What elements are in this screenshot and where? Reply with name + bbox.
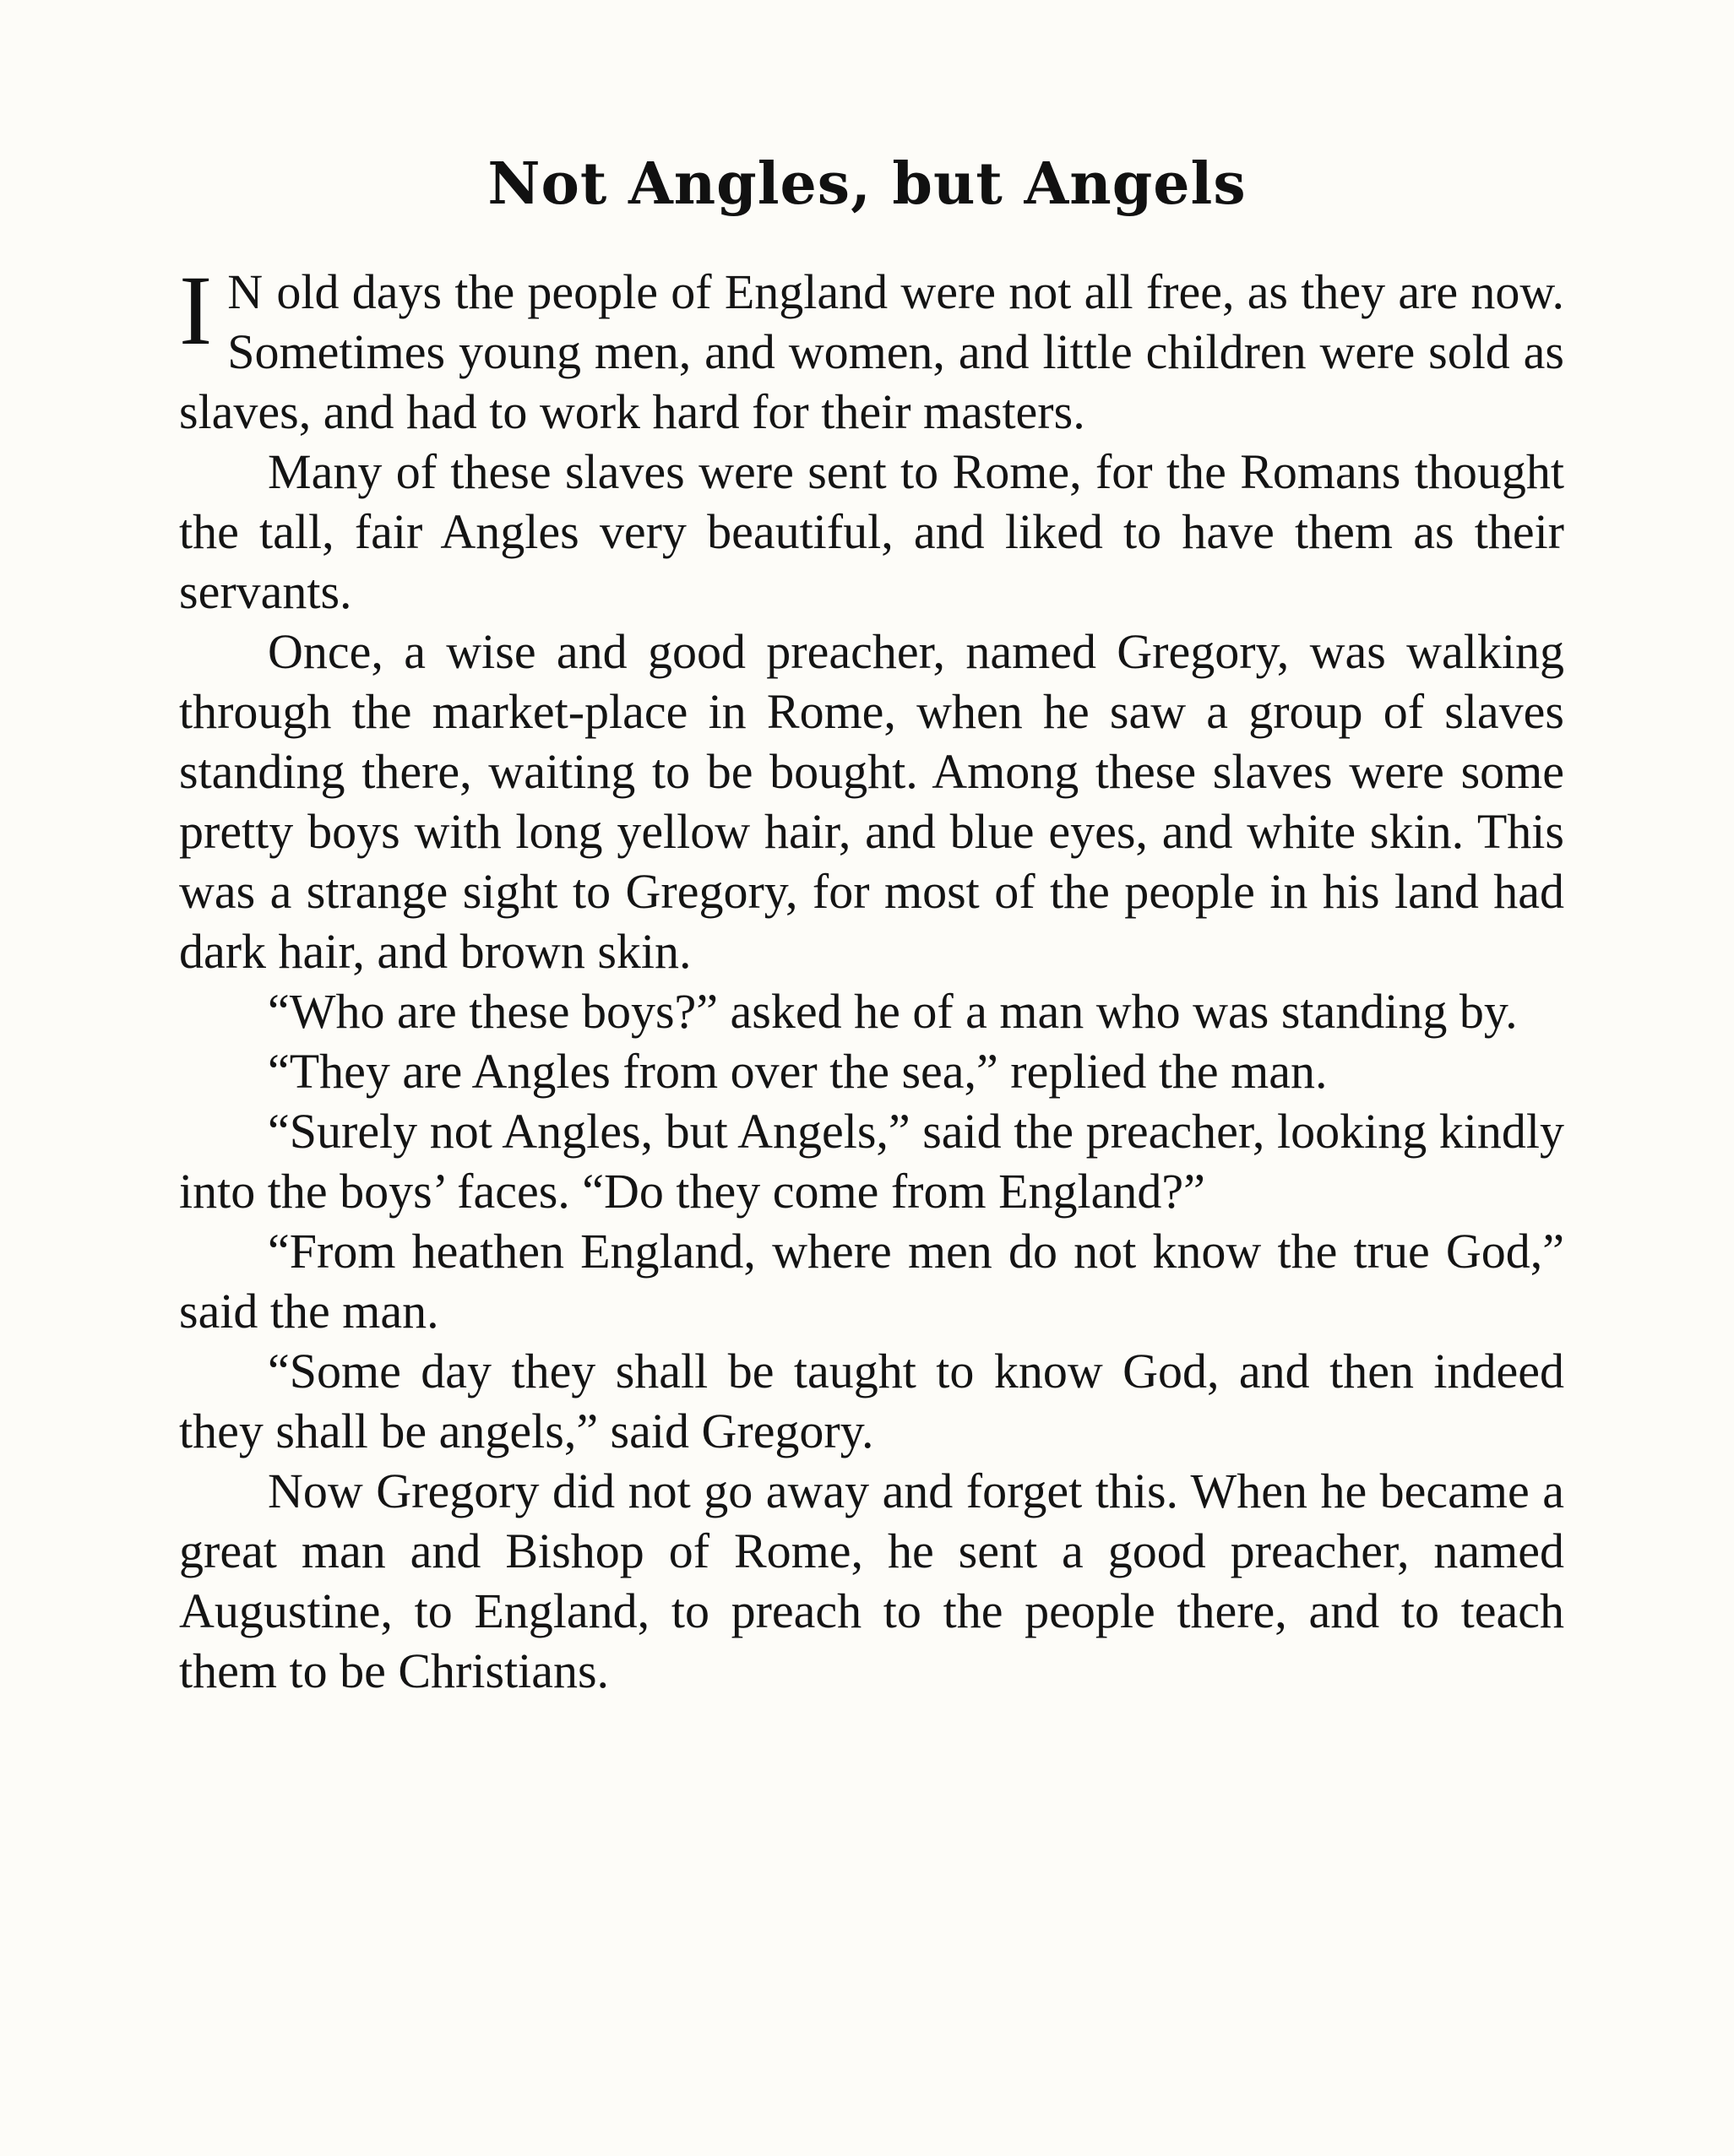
paragraph-2: Many of these slaves were sent to Rome, for the Romans thought the tall, fair Angles very beautiful, and liked to have them as their servants.: [179, 444, 1564, 619]
paragraph-8: “Some day they shall be taught to know God, and then indeed they shall be angels,” said Gregory.: [179, 1344, 1564, 1458]
page-title: Not Angles, but Angels: [487, 150, 1247, 218]
paragraph-text: old days the people of England were not all free, as they are now. Sometimes young men, and women, and little children were sold as slaves, and had to work hard for their masters.: [179, 264, 1564, 439]
paragraph-3: Once, a wise and good preacher, named Gregory, was walking through the market-place in Rome, when he saw a group of slaves standing there, waiting to be bought. Among these slaves were some pretty boys with long yellow hair, and blue eyes, and white skin. This was a strange sight to Gregory, for most of the people in his land had dark hair, and brown skin.: [179, 624, 1564, 979]
story-text: [179, 255, 1564, 1701]
paragraph-6: “Surely not Angles, but Angels,” said the preacher, looking kindly into the boys’ faces. “Do they come from England?”: [179, 1104, 1564, 1219]
paragraph-9: Now Gregory did not go away and forget this. When he became a great man and Bishop of Rome, he sent a good preacher, named Augustine, to England, to preach to the people there, and to teach them to be Christians.: [179, 1464, 1564, 1698]
paragraph-lead: N: [227, 264, 264, 319]
paragraph-5: “They are Angles from over the sea,” replied the man.: [268, 1044, 1328, 1099]
drop-cap: I: [179, 255, 213, 366]
paragraph-7: “From heathen England, where men do not know the true God,” said the man.: [179, 1224, 1564, 1339]
paragraph-4: “Who are these boys?” asked he of a man who was standing by.: [268, 984, 1518, 1039]
paragraph-1: [179, 255, 1564, 442]
